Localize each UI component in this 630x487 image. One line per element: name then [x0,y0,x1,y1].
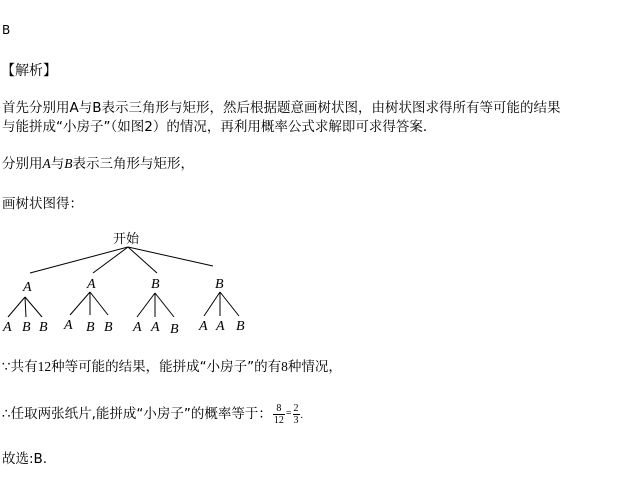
section-title: 【解析】 [1,63,57,79]
step1-suffix: 表示三角形与矩形， [72,156,194,172]
answer-label: B [2,23,11,37]
fraction-2-3: $\frac{2}{3}$ [293,402,299,426]
tree-root: 开始 [113,232,140,247]
tree-level1-node: B [151,277,160,292]
tree-leaf: B [170,322,179,337]
fraction-8-12: $\frac{8}{12}$ [273,402,284,426]
tree-leaf: B [22,320,31,335]
edge-root-1 [30,247,128,273]
tree-leaf: A [3,320,12,335]
tree-leaf: B [86,320,95,335]
step1-letter-a: A [42,156,51,171]
conclusion: 故选:B. [2,451,48,467]
step1-letter-b: B [64,156,73,171]
tree-leaf: A [151,320,160,335]
analysis-line-2: 与能拼成“小房子”（如图2）的情况，再利用概率公式求解即可求得答案． [2,119,437,135]
tree-leaf: A [216,319,225,334]
edge-root-4 [128,247,213,266]
tree-level1-node: A [23,280,32,295]
tree-level1-node: A [87,277,96,292]
tree-leaf: B [104,320,113,335]
edge-root-3 [128,247,157,273]
step1-mid: 与 [50,156,65,172]
probability-statement: ∴任取两张纸片,能拼成“小房子”的概率等于： $\frac{8}{12}$ = $\frac{2}{3}$ . [2,402,304,426]
tree-leaf: B [236,319,245,334]
tree-leaf: A [64,318,73,333]
count-statement: ∵共有12种等可能的结果，能拼成“小房子”的有8种情况， [2,359,342,375]
equals-sign: = [285,408,292,419]
tree-leaf: A [133,320,142,335]
step1-prefix: 分别用 [2,156,43,172]
step-draw-tree: 画树状图得： [2,196,83,212]
edge-root-2 [93,247,128,273]
tree-leaf: A [199,319,208,334]
analysis-line-1: 首先分别用A与B表示三角形与矩形，然后根据题意画树状图，由树状图求得所有等可能的结果 [2,100,561,116]
tree-level1-node: B [215,277,224,292]
tree-leaf: B [39,320,48,335]
